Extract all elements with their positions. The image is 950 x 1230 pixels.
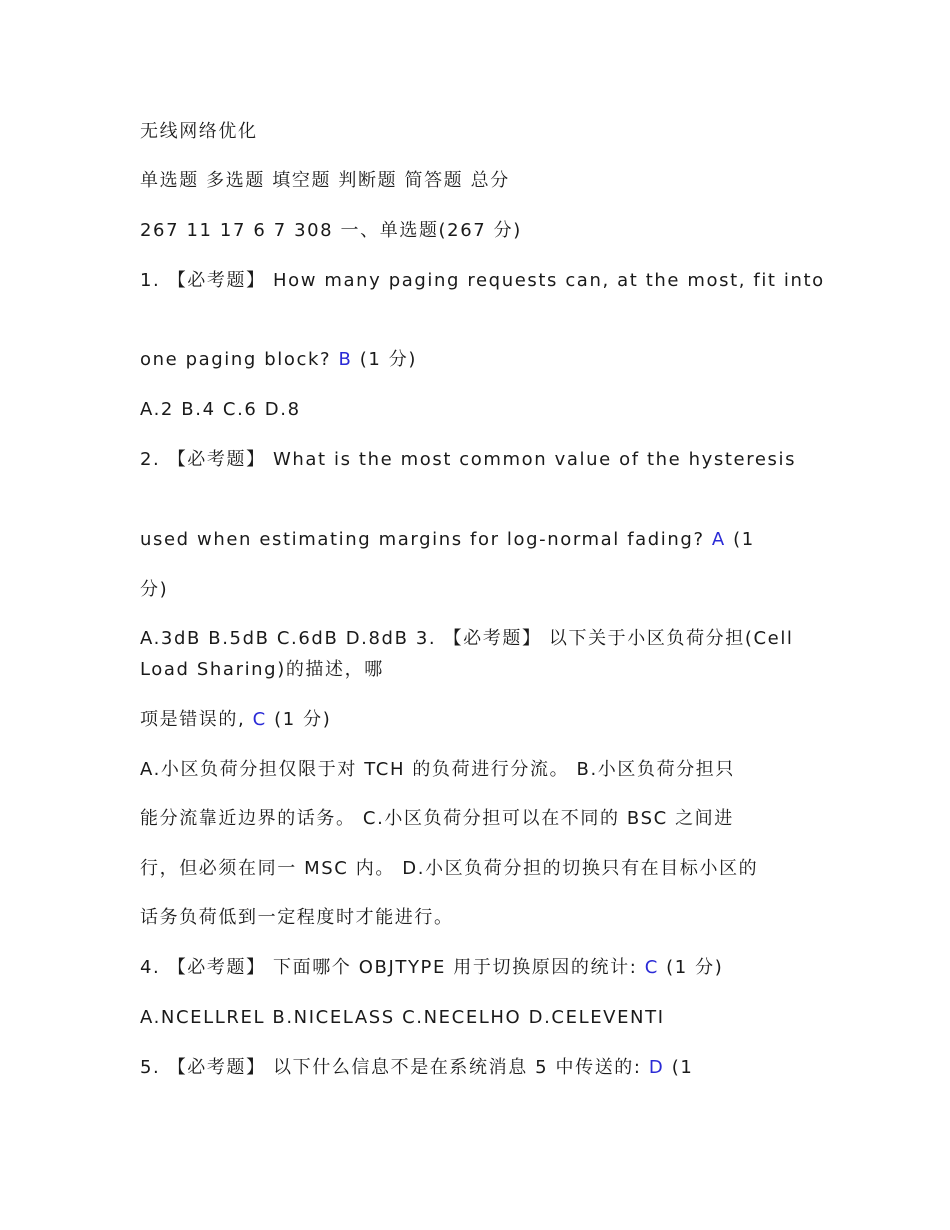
question-3-text-cont: 项是错误的, — [140, 709, 253, 730]
question-2-text: 2. 【必考题】 What is the most common value of the hysteresis — [140, 449, 797, 470]
document-title: 无线网络优化 — [140, 121, 258, 142]
question-2-text-cont: used when estimating margins for log-normal fading? — [140, 529, 712, 550]
question-4-prompt: 4. 【必考题】 下面哪个 OBJTYPE 用于切换原因的统计: — [140, 957, 645, 978]
question-5-text — [140, 1052, 830, 1083]
question-2-answer: A — [711, 529, 726, 550]
question-3-answer: C — [252, 709, 267, 730]
question-2-answer-line — [140, 524, 830, 555]
question-2-points: (1 — [725, 529, 755, 550]
question-4-points: (1 分) — [658, 957, 724, 978]
question-3-points: (1 分) — [266, 709, 332, 730]
question-1-answer: B — [338, 349, 353, 370]
question-3-option-line-4: 话务负荷低到一定程度时才能进行。 — [140, 907, 454, 928]
question-4-options: A.NCELLREL B.NICELASS C.NECELHO D.CELEVENTI — [140, 1007, 665, 1028]
score-row: 267 11 17 6 7 308 一、单选题(267 分) — [140, 220, 522, 241]
question-3-option-line-2: 能分流靠近边界的话务。 C.小区负荷分担可以在不同的 BSC 之间进 — [140, 808, 734, 829]
question-2-options-and-question-3: A.3dB B.5dB C.6dB D.8dB 3. 【必考题】 以下关于小区负荷分担(Cell Load Sharing)的描述，哪 — [140, 628, 794, 680]
question-3-option-line-1: A.小区负荷分担仅限于对 TCH 的负荷进行分流。 B.小区负荷分担只 — [140, 759, 735, 780]
question-2-points-cont: 分) — [140, 579, 169, 600]
question-1-options: A.2 B.4 C.6 D.8 — [140, 399, 301, 420]
question-3-answer-line — [140, 704, 830, 735]
question-3-option-line-3: 行，但必须在同一 MSC 内。 D.小区负荷分担的切换只有在目标小区的 — [140, 858, 759, 879]
section-header-row: 单选题 多选题 填空题 判断题 简答题 总分 — [140, 170, 510, 191]
question-5-prompt: 5. 【必考题】 以下什么信息不是在系统消息 5 中传送的: — [140, 1057, 649, 1078]
question-5-points: (1 — [664, 1057, 694, 1078]
question-5-answer: D — [648, 1057, 665, 1078]
question-4-answer: C — [644, 957, 659, 978]
question-4-text — [140, 952, 830, 983]
question-1-text-cont: one paging block? — [140, 349, 339, 370]
question-1-answer-line — [140, 344, 830, 375]
question-1-points: (1 分) — [352, 349, 417, 370]
question-1-text: 1. 【必考题】 How many paging requests can, at the most, fit into — [140, 270, 825, 291]
